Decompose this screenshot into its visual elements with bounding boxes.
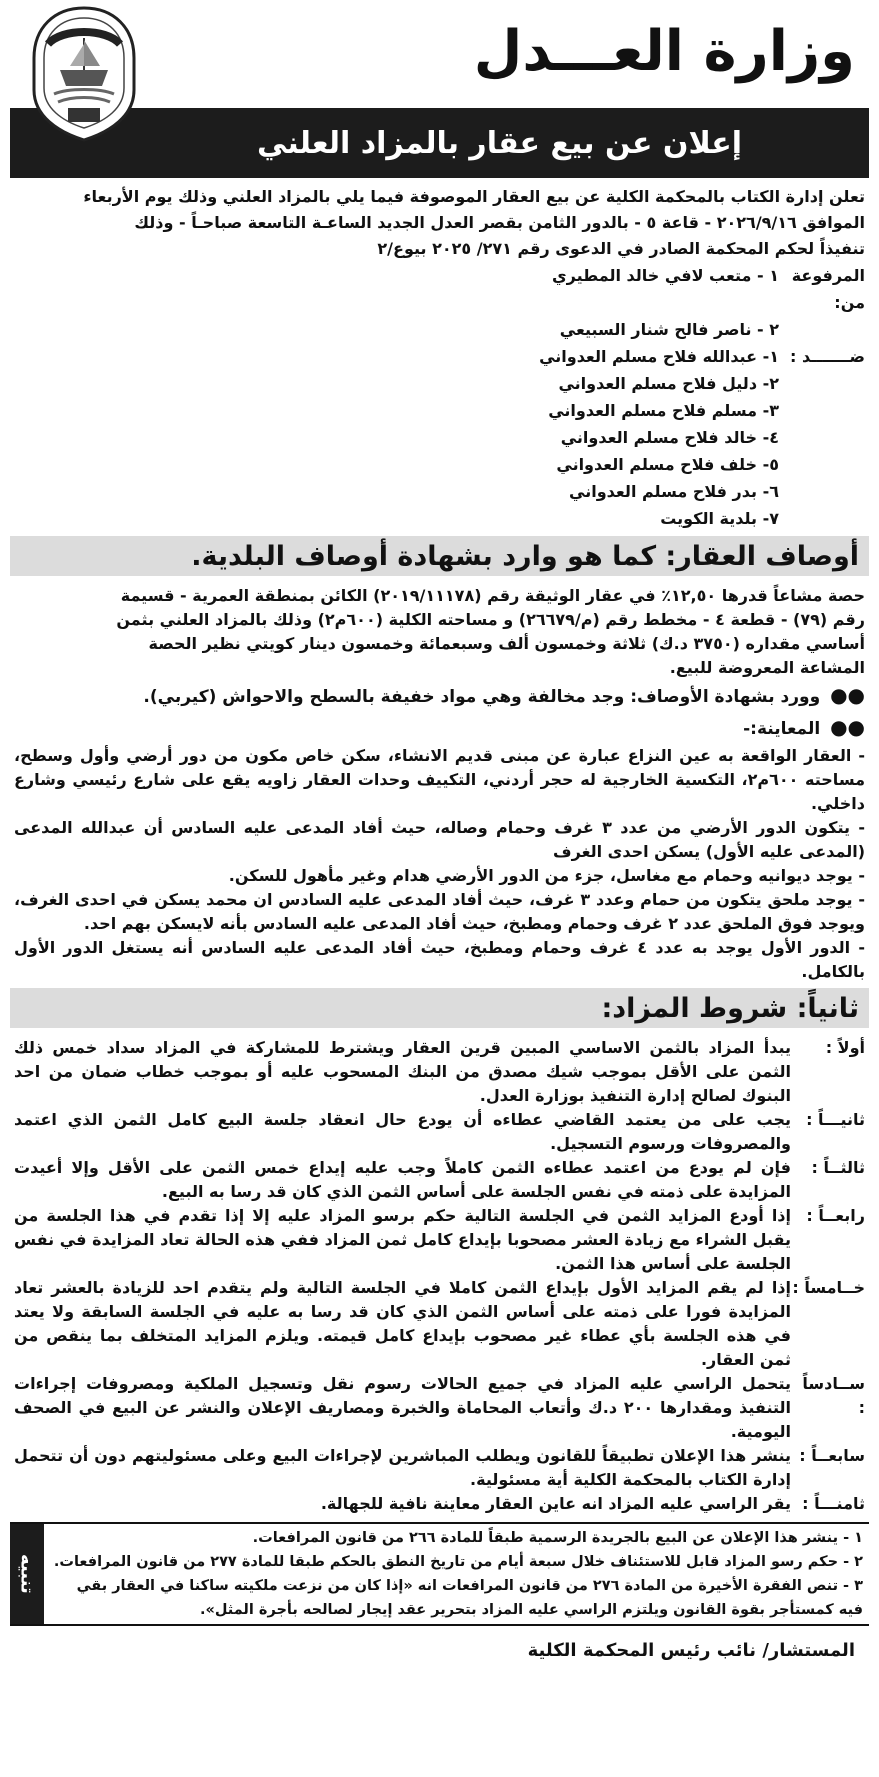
condition-label: ثالثــاً : — [811, 1158, 865, 1177]
inspection-item: - الدور الأول يوجد به عدد ٤ غرف وحمام ومطبخ، حيث أفاد المدعى عليه السادس أنه يستغل الدور الأول بالكامل. — [14, 938, 865, 981]
condition-text: يقر الراسي عليه المزاد انه عاين العقار معاينة نافية للجهالة. — [320, 1494, 791, 1513]
condition-item — [10, 1204, 869, 1276]
description-line: أساسي مقداره (٣٧٥٠ د.ك) ثلاثة وخمسون ألف وسبعمائة وخمسون دينار كويتي نظير الحصة — [148, 634, 865, 653]
defendant-row — [14, 451, 865, 478]
description-line: المشاعة المعروضة للبيع. — [669, 658, 865, 677]
notes-list — [44, 1524, 869, 1624]
description-line: رقم (٧٩) - قطعة ٤ - مخطط رقم (م/٢٦٦٧٩) و مساحته الكلية (٦٠٠م٢) وذلك بالمزاد العلني بثمن — [116, 610, 865, 629]
condition-item — [10, 1108, 869, 1156]
condition-text: يبدأ المزاد بالثمن الاساسي المبين قرين العقار ويشترط للمشاركة في المزاد سداد خمس ذلك الثمن على الأقل بموجب شيك مصدق من البنك المسحوب عليه أو بموجب خطاب ضمان من احد البنوك لصالح إدارة التنفيذ بوزارة العدل. — [14, 1038, 791, 1105]
inspection-item: - يوجد ديوانيه وحمام مع مغاسل، جزء من الدور الأرضي هدام وغير مأهول للسكن. — [228, 866, 865, 885]
defendant-row — [14, 370, 865, 397]
defendant-name: ٧- بلدية الكويت — [660, 509, 779, 528]
condition-text: يتحمل الراسي عليه المزاد في جميع الحالات رسوم نقل وتسجيل الملكية ومصروفات إجراءات التنفيذ ومقدارها ٢٠٠ د.ك وأتعاب المحاماة والخبرة ومصاريف الإعلان والنشر عن البيع في الصحف اليومية. — [14, 1374, 792, 1441]
condition-item — [10, 1444, 869, 1492]
defendant-name: ٥- خلف فلاح مسلم العدواني — [556, 455, 779, 474]
header — [10, 0, 869, 108]
plaintiffs-label: المرفوعة من: — [791, 266, 865, 312]
intro-line: تنفيذاً لحكم المحكمة الصادر في الدعوى رقم ٢٧١/ ٢٠٢٥ بيوع/٢ — [377, 239, 865, 258]
inspection-item: - العقار الواقعة به عين النزاع عبارة عن مبنى قديم الانشاء، سكن خاص مكون من دور أرضي وأول وسطح، مساحته ٦٠٠م٢، التكسية الخارجية له حجر أردني، التكييف وحدات العقار زاويه يقع على شارع رئيسي وشارع داخلي. — [14, 746, 866, 813]
condition-text: ينشر هذا الإعلان تطبيقاً للقانون ويطلب المباشرين لإجراءات البيع وعلى مسئوليتهم دون أن تتحمل إدارة الكتاب بالمحكمة الكلية أية مسئولية. — [14, 1446, 791, 1489]
description-line: حصة مشاعاً قدرها ١٢,٥٠٪ في عقار الوثيقة رقم (٢٠١٩/١١١٧٨) الكائن بمنطقة العمرية - قسيمة — [120, 586, 865, 605]
announcement-title: إعلان عن بيع عقار بالمزاد العلني — [10, 108, 869, 178]
intro-line: الموافق ٢٠٢٦/٩/١٦ - قاعة ٥ - بالدور الثامن بقصر العدل الجديد الساعـة التاسعة صباحـاً - وذلك — [134, 213, 865, 232]
condition-item — [10, 1276, 869, 1372]
condition-item — [10, 1372, 869, 1444]
note-item: ٣ - تنص الفقرة الأخيرة من المادة ٢٧٦ من قانون المرافعات انه «إذا كان من نزعت ملكيته ساكنا في العقار بقي فيه كمستأجر بقوة القانون ويلتزم الراسي عليه المزاد بتحرير عقد إيجار لصالحه بأجرة المثل». — [76, 1578, 863, 1618]
condition-label: ســادساً : — [802, 1374, 865, 1417]
kuwait-emblem-icon — [28, 4, 140, 144]
notes-box — [10, 1522, 869, 1626]
parties — [10, 262, 869, 532]
condition-label: ثامنـــاً : — [802, 1494, 865, 1513]
defendant-name: ٢- دليل فلاح مسلم العدواني — [558, 374, 779, 393]
condition-label: خــامساً : — [792, 1278, 865, 1297]
defendant-row — [14, 424, 865, 451]
defendant-row — [14, 343, 865, 370]
condition-text: فإن لم يودع من اعتمد عطاءه الثمن كاملاً وجب عليه إيداع خمس الثمن على الأقل وإلا أعيدت المزايدة على ذمته في نفس الجلسة على أساس الثمن الذي كان قد رسا به البيع. — [14, 1158, 791, 1201]
bullet-icon: ●● — [830, 715, 865, 739]
notes-tag: تنبيه — [10, 1524, 44, 1624]
condition-text: إذا أودع المزايد الثمن في الجلسة التالية حكم برسو المزاد عليه إلا إذا تقدم في هذا الجلسة من يقبل الشراء مع زيادة العشر مصحوبا بإيداع كامل ثمن المزاد ففي هذه الحالة تعاد المزايدة في نفس الجلسة على أساس هذا الثمن. — [14, 1206, 791, 1273]
condition-text: إذا لم يقم المزايد الأول بإيداع الثمن كاملا في الجلسة التالية ولم يتقدم احد للزيادة بالعشر تعاد المزايدة فورا على ذمته على أساس الثمن الذي كان قد رسا به عليه في الجلسة السابقة ولا يعتد في هذه الجلسة بأي عطاء غير مصحوب بإيداع كامل قيمته. ويلزم المزايد المتخلف بما ينقص من ثمن العقار. — [14, 1278, 791, 1369]
intro-line: تعلن إدارة الكتاب بالمحكمة الكلية عن بيع العقار الموصوفة فيما يلي بالمزاد العلني وذلك يوم الأربعاء — [83, 187, 865, 206]
note-item: ١ - ينشر هذا الإعلان عن البيع بالجريدة الرسمية طبقاً للمادة ٢٦٦ من قانون المرافعات. — [252, 1530, 863, 1546]
condition-text: يجب على من يعتمد القاضي عطاءه أن يودع حال انعقاد جلسة البيع كامل الثمن الذي اعتمد والمصروفات ورسوم التسجيل. — [14, 1110, 791, 1153]
condition-label: ثانيـــاً : — [806, 1110, 865, 1129]
inspection-heading — [10, 712, 869, 744]
conditions-heading: ثانياً: شروط المزاد: — [10, 988, 869, 1028]
defendant-row — [14, 478, 865, 505]
defendant-row — [14, 397, 865, 424]
signature: المستشار/ نائب رئيس المحكمة الكلية — [527, 1640, 855, 1661]
inspection-heading-text: المعاينة:- — [743, 719, 821, 739]
plaintiff-row — [14, 316, 865, 343]
condition-label: رابعــاً : — [806, 1206, 865, 1225]
condition-item — [10, 1492, 869, 1516]
defendants-label: ضـــــــد : — [790, 347, 865, 366]
defendant-row — [14, 505, 865, 532]
defendant-name: ١- عبدالله فلاح مسلم العدواني — [539, 347, 779, 366]
descriptions-heading: أوصاف العقار: كما هو وارد بشهادة أوصاف البلدية. — [10, 536, 869, 576]
ministry-title: وزارة العـــدل — [473, 19, 855, 84]
condition-item — [10, 1036, 869, 1108]
inspection-item: - يوجد ملحق يتكون من حمام وعدد ٣ غرف، حيث أفاد المدعى عليه السادس ان محمد يسكن في احدى الغرف، ويوجد فوق الملحق عدد ٢ غرف وحمام ومطبخ، حيث أفاد المدعى عليه السادس بأنه لايسكن بهم احد. — [14, 890, 865, 933]
property-description — [10, 584, 869, 680]
certificate-text: وورد بشهادة الأوصاف: وجد مخالفة وهي مواد خفيفة بالسطح والاحواش (كيربي). — [143, 687, 821, 707]
inspection-item: - يتكون الدور الأرضي من عدد ٣ غرف وحمام وصاله، حيث أفاد المدعى عليه السادس أن عبدالله المدعى (المدعى عليه الأول) يسكن احدى الغرف — [14, 818, 865, 861]
plaintiff-name: ١ - متعب لافي خالد المطيري — [552, 266, 779, 285]
conditions-list — [10, 1036, 869, 1516]
bullet-icon: ●● — [830, 683, 865, 707]
condition-label: سابعــاً : — [799, 1446, 865, 1465]
defendant-name: ٦- بدر فلاح مسلم العدواني — [569, 482, 779, 501]
condition-label: أولاً : — [825, 1038, 865, 1057]
inspection-list — [10, 744, 869, 984]
plaintiff-name: ٢ - ناصر فالح شنار السبيعي — [559, 320, 779, 339]
intro-paragraph — [10, 184, 869, 262]
defendant-name: ٣- مسلم فلاح مسلم العدواني — [548, 401, 779, 420]
certificate-note — [10, 680, 869, 712]
defendant-name: ٤- خالد فلاح مسلم العدواني — [560, 428, 779, 447]
plaintiff-row — [14, 262, 865, 316]
note-item: ٢ - حكم رسو المزاد قابل للاستئناف خلال سبعة أيام من تاريخ النطق بالحكم طبقا للمادة ٢٧٧ من قانون المرافعات. — [53, 1554, 863, 1570]
condition-item — [10, 1156, 869, 1204]
